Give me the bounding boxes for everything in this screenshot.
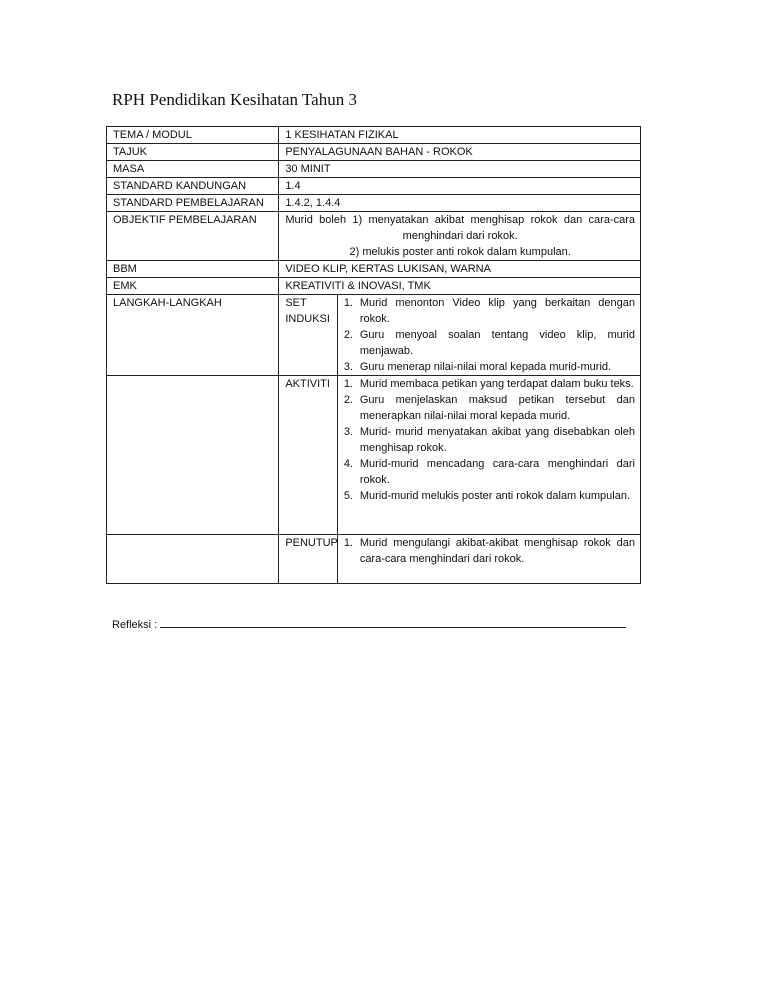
- step-number: 3.: [343, 361, 353, 373]
- step-number: 5.: [343, 490, 353, 502]
- step-text: Murid mengulangi akibat-akibat menghisap rokok dan cara-cara menghindari dari rokok.: [359, 537, 635, 565]
- step-number: 1.: [343, 378, 353, 390]
- refleksi-line[interactable]: [160, 617, 626, 628]
- row-label-empty: [107, 535, 279, 584]
- row-value: 30 MINIT: [279, 161, 641, 178]
- table-row: [107, 195, 641, 212]
- row-label-empty: [107, 376, 279, 535]
- step-text: Murid-murid melukis poster anti rokok dalam kumpulan.: [359, 490, 631, 502]
- step-text: Murid menonton Video klip yang berkaitan dengan rokok.: [359, 297, 635, 325]
- steps-list: [344, 535, 635, 567]
- table-row: [107, 376, 641, 535]
- step-item: [344, 295, 635, 327]
- row-label: STANDARD KANDUNGAN: [107, 178, 279, 195]
- row-value: VIDEO KLIP, KERTAS LUKISAN, WARNA: [279, 261, 641, 278]
- step-item: [344, 359, 635, 375]
- refleksi-label: Refleksi :: [112, 619, 158, 631]
- row-label: OBJEKTIF PEMBELAJARAN: [107, 212, 279, 261]
- table-row: [107, 161, 641, 178]
- step-item: [344, 535, 635, 567]
- steps-list: [344, 376, 635, 504]
- step-item: [344, 488, 635, 504]
- step-number: 4.: [343, 458, 353, 470]
- step-text: Murid membaca petikan yang terdapat dalam buku teks.: [359, 378, 634, 390]
- row-label: EMK: [107, 278, 279, 295]
- objective-value: [279, 212, 641, 261]
- phase-name: SET INDUKSI: [279, 295, 338, 376]
- phase-name: PENUTUP: [279, 535, 338, 584]
- phase-steps: [337, 535, 640, 584]
- phase-steps: [337, 376, 640, 535]
- row-value: PENYALAGUNAAN BAHAN - ROKOK: [279, 144, 641, 161]
- table-row: [107, 261, 641, 278]
- refleksi: [112, 617, 626, 631]
- row-value: 1.4.2, 1.4.4: [279, 195, 641, 212]
- row-label: TEMA / MODUL: [107, 127, 279, 144]
- phase-name: AKTIVITI: [279, 376, 338, 535]
- step-number: 3.: [343, 426, 353, 438]
- row-value: 1.4: [279, 178, 641, 195]
- table-row: [107, 212, 641, 261]
- row-value: 1 KESIHATAN FIZIKAL: [279, 127, 641, 144]
- step-text: Murid-murid mencadang cara-cara menghindari dari rokok.: [359, 458, 635, 486]
- step-item: [344, 376, 635, 392]
- table-row: [107, 535, 641, 584]
- step-number: 1.: [343, 537, 353, 549]
- row-label: BBM: [107, 261, 279, 278]
- step-text: Guru menyoal soalan tentang video klip, murid menjawab.: [359, 329, 635, 357]
- step-number: 1.: [343, 297, 353, 309]
- step-text: Guru menerap nilai-nilai moral kepada murid-murid.: [359, 361, 612, 373]
- step-item: [344, 392, 635, 424]
- lesson-plan-table: [106, 126, 641, 584]
- row-label: MASA: [107, 161, 279, 178]
- table-row: [107, 144, 641, 161]
- step-text: Murid- murid menyatakan akibat yang disebabkan oleh menghisap rokok.: [359, 426, 635, 454]
- row-label: STANDARD PEMBELAJARAN: [107, 195, 279, 212]
- row-label: LANGKAH-LANGKAH: [107, 295, 279, 376]
- row-label: TAJUK: [107, 144, 279, 161]
- step-item: [344, 327, 635, 359]
- table-row: [107, 295, 641, 376]
- table-row: [107, 127, 641, 144]
- page-title: RPH Pendidikan Kesihatan Tahun 3: [112, 90, 357, 109]
- table-row: [107, 278, 641, 295]
- step-item: [344, 456, 635, 488]
- objective-line-2: 2) melukis poster anti rokok dalam kumpulan.: [349, 246, 571, 258]
- step-item: [344, 424, 635, 456]
- table-row: [107, 178, 641, 195]
- step-text: Guru menjelaskan maksud petikan tersebut dan menerapkan nilai-nilai moral kepada murid.: [359, 394, 635, 422]
- phase-steps: [337, 295, 640, 376]
- step-number: 2.: [343, 329, 353, 341]
- objective-line-1: Murid boleh 1) menyatakan akibat menghisap rokok dan cara-cara menghindari dari rokok.: [285, 214, 635, 242]
- row-value: KREATIVITI & INOVASI, TMK: [279, 278, 641, 295]
- step-number: 2.: [343, 394, 353, 406]
- steps-list: [344, 295, 635, 375]
